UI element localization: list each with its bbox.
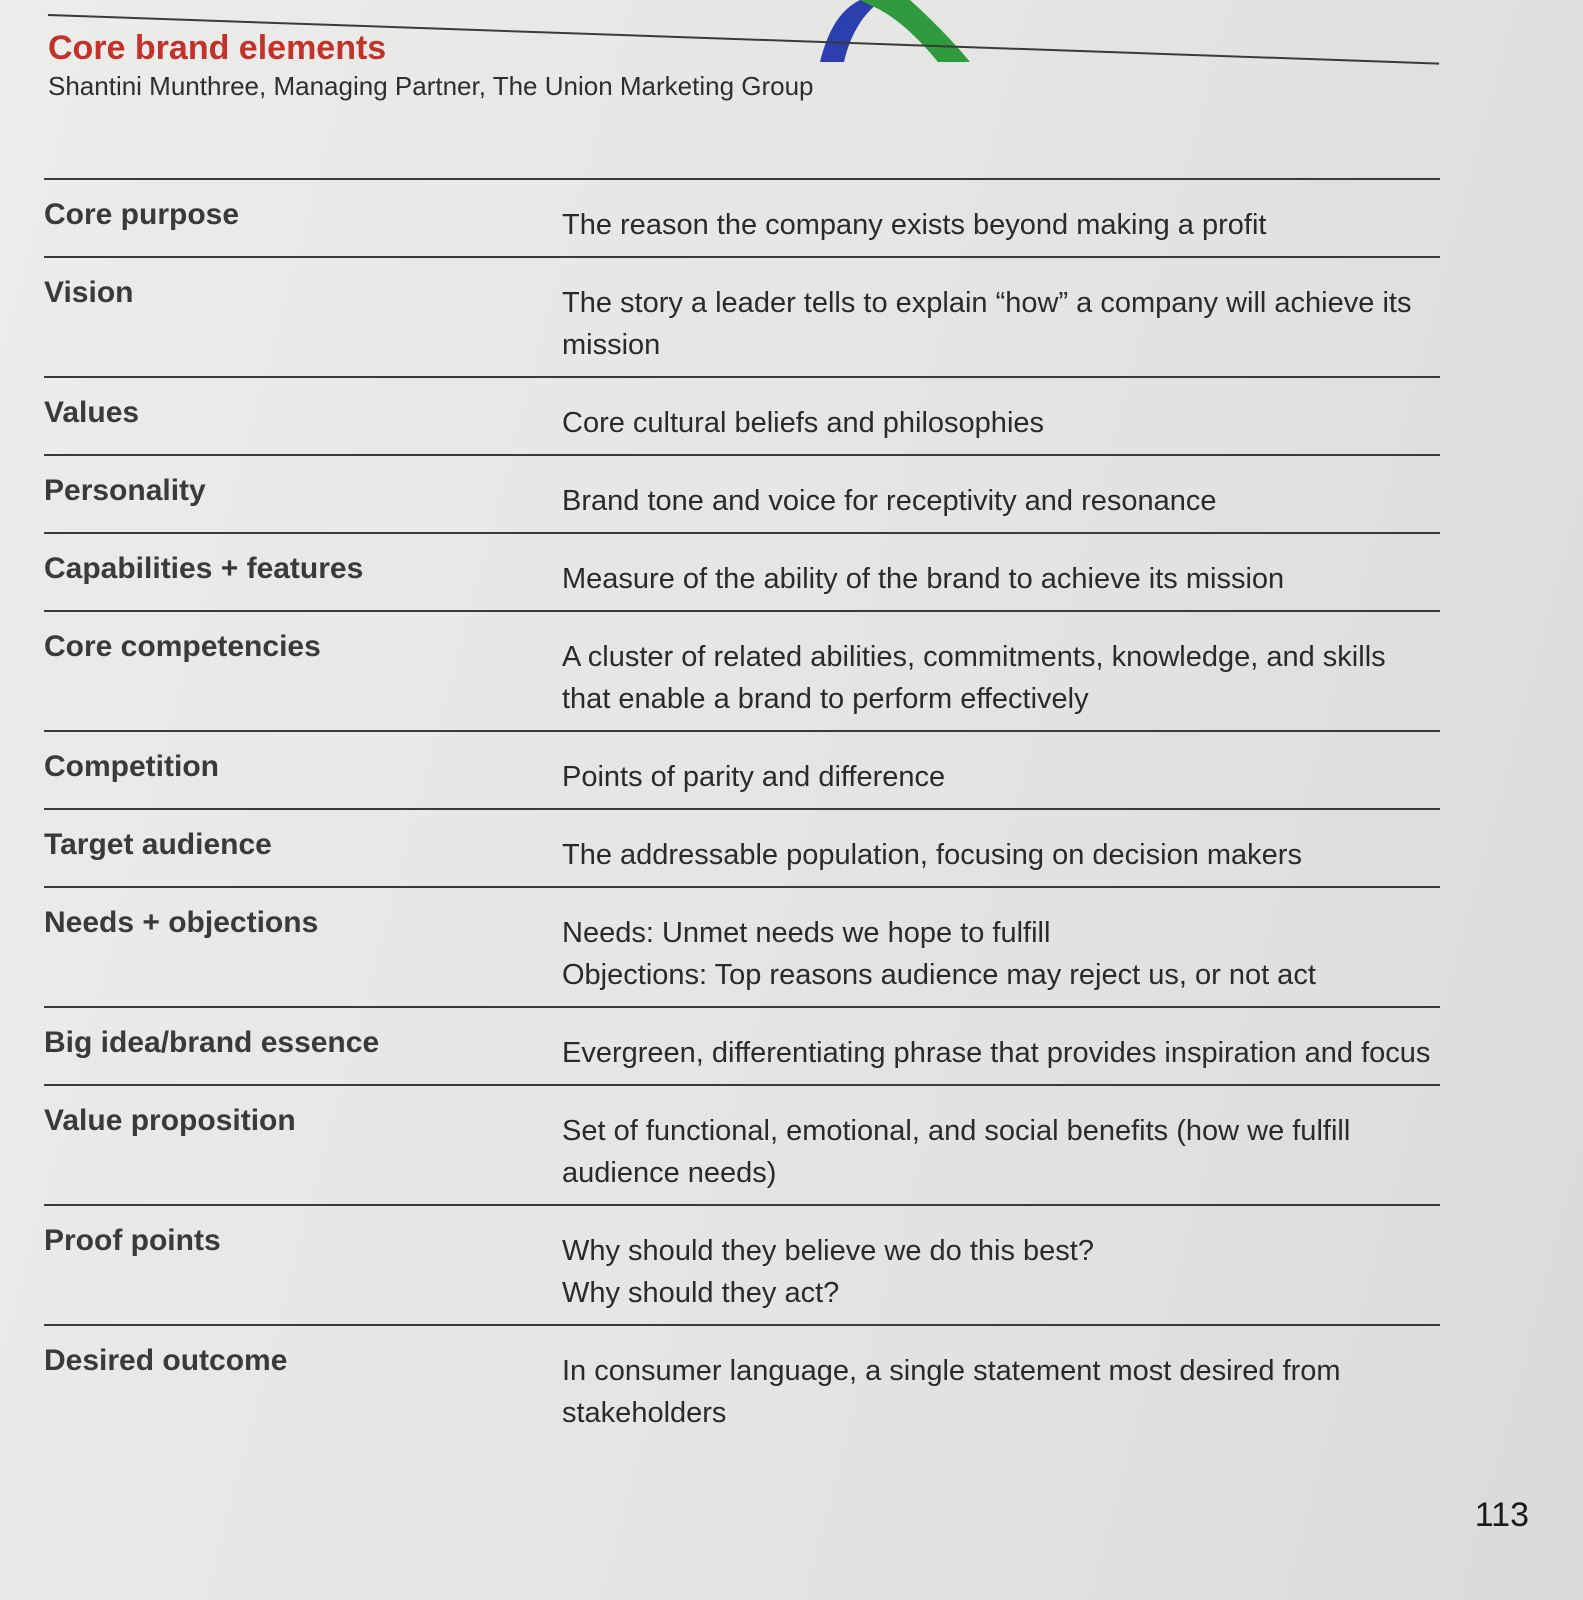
table-row <box>44 1086 1440 1206</box>
row-term: Capabilities + features <box>44 552 364 585</box>
row-term: Personality <box>44 474 206 507</box>
row-description <box>562 1102 1440 1194</box>
row-description <box>562 1222 1440 1314</box>
description-line: Set of functional, emotional, and social benefits (how we fulfill audience needs) <box>562 1115 1351 1189</box>
row-term: Values <box>44 396 140 429</box>
row-term: Vision <box>44 276 134 309</box>
row-term: Target audience <box>44 828 272 861</box>
row-description <box>562 748 1440 798</box>
row-description <box>562 274 1440 366</box>
description-line: The addressable population, focusing on decision makers <box>562 839 1302 871</box>
row-term: Proof points <box>44 1224 221 1257</box>
description-line: The reason the company exists beyond making a profit <box>562 209 1267 241</box>
table-row <box>44 180 1440 258</box>
table-row <box>44 810 1440 888</box>
description-line: The story a leader tells to explain “how” a company will achieve its mission <box>562 287 1412 361</box>
row-description <box>562 904 1440 996</box>
table-row <box>44 732 1440 810</box>
description-line: Why should they believe we do this best? <box>562 1235 1094 1267</box>
row-description <box>562 1024 1440 1074</box>
table-row <box>44 534 1440 612</box>
row-description <box>562 826 1440 876</box>
description-line: Core cultural beliefs and philosophies <box>562 407 1045 439</box>
table-row <box>44 258 1440 378</box>
page-subtitle: Shantini Munthree, Managing Partner, The Union Marketing Group <box>48 71 814 101</box>
row-term: Needs + objections <box>44 906 319 939</box>
page-title: Core brand elements <box>48 29 387 67</box>
row-description <box>562 550 1440 600</box>
description-line: Points of parity and difference <box>562 761 946 793</box>
row-term: Core competencies <box>44 630 321 663</box>
row-description <box>562 1342 1440 1434</box>
table-row <box>44 1008 1440 1086</box>
row-term: Big idea/brand essence <box>44 1026 380 1059</box>
table-row <box>44 456 1440 534</box>
row-description <box>562 628 1440 720</box>
row-description <box>562 472 1440 522</box>
description-line: Measure of the ability of the brand to achieve its mission <box>562 563 1285 595</box>
page-number: 113 <box>1474 1496 1529 1534</box>
row-term: Core purpose <box>44 198 240 231</box>
description-line: Objections: Top reasons audience may reject us, or not act <box>562 959 1316 991</box>
description-line: Why should they act? <box>562 1277 840 1309</box>
row-term: Competition <box>44 750 219 783</box>
description-line: Evergreen, differentiating phrase that provides inspiration and focus <box>562 1037 1431 1069</box>
table-row <box>44 378 1440 456</box>
header <box>48 28 1448 102</box>
row-description <box>562 196 1440 246</box>
description-line: In consumer language, a single statement most desired from stakeholders <box>562 1355 1341 1429</box>
table-row <box>44 1206 1440 1326</box>
table-row <box>44 1326 1440 1444</box>
table-row <box>44 888 1440 1008</box>
brand-elements-table <box>44 178 1440 1444</box>
table-row <box>44 612 1440 732</box>
row-term: Value proposition <box>44 1104 296 1137</box>
description-line: A cluster of related abilities, commitments, knowledge, and skills that enable a brand to perform effectively <box>562 641 1386 715</box>
row-description <box>562 394 1440 444</box>
row-term: Desired outcome <box>44 1344 288 1377</box>
description-line: Brand tone and voice for receptivity and resonance <box>562 485 1217 517</box>
description-line: Needs: Unmet needs we hope to fulfill <box>562 917 1051 949</box>
